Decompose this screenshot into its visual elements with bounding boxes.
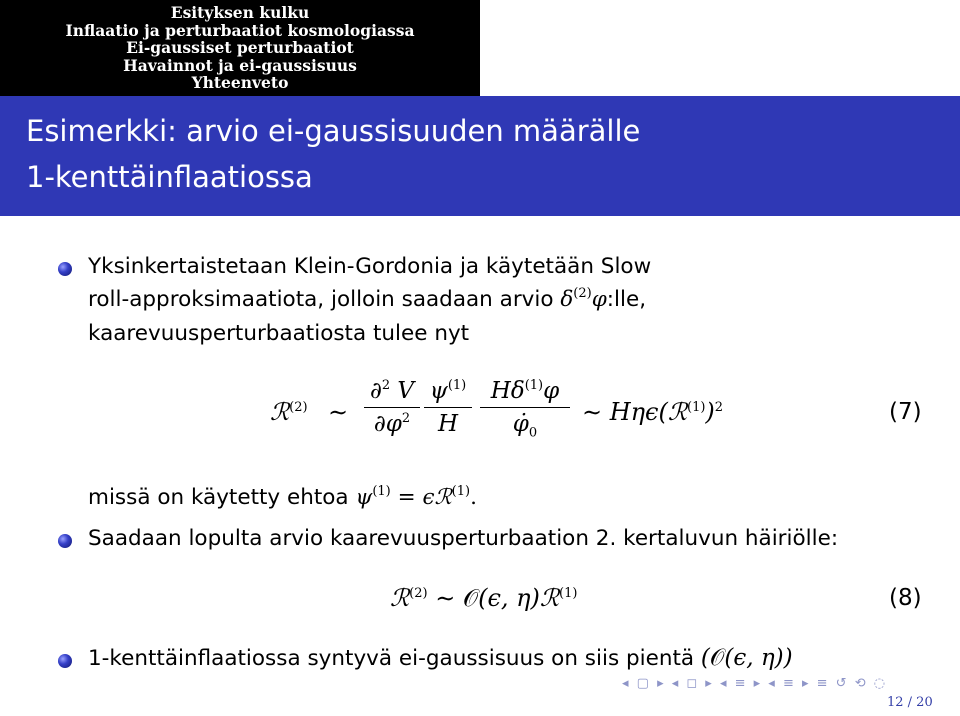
bullet-2-text: Saadaan lopulta arvio kaarevuusperturbaation 2. kertaluvun häiriölle:: [88, 526, 839, 551]
bullet-icon: [58, 654, 72, 668]
bullet-3-formula: (𝒪(ϵ, η)): [700, 645, 793, 671]
equation-7-number: (7): [889, 399, 922, 425]
eq8-formula: ℛ$^{(2)}$ ∼ 𝒪(ϵ, η)ℛ$^{(1)}$: [390, 584, 578, 612]
frame-title-bar: [0, 96, 960, 216]
section-link-1[interactable]: Esityksen kulku: [170, 3, 310, 22]
bullet-1-condition: missä on käytetty ehtoa $\psi^{(1)}$ = ϵℛ$^{(1)}$.: [88, 484, 477, 510]
equation-8-number: (8): [889, 585, 922, 611]
bullet-1-line-2-suffix: :lle,: [606, 287, 647, 312]
navigation-blank-panel: [480, 0, 960, 96]
bullet-3-text: 1-kenttäinflaatiossa syntyvä ei-gaussisuus on siis pientä: [88, 646, 701, 671]
bullet-icon: [58, 262, 72, 276]
page-number: 12 / 20: [887, 695, 933, 710]
section-list: [0, 4, 480, 92]
eq7-rhs: ∼ Hηϵ(ℛ$^{(1)}$)$^2$: [582, 398, 724, 426]
section-link-5[interactable]: Yhteenveto: [191, 73, 289, 92]
frame-title-line-1: Esimerkki: arvio ei-gaussisuuden määrälle: [26, 114, 641, 148]
section-link-4[interactable]: Havainnot ja ei-gaussisuus: [123, 55, 357, 75]
section-link-2[interactable]: Inflaatio ja perturbaatiot kosmologiassa: [65, 20, 415, 40]
condition-formula: $\psi^{(1)}$ = ϵℛ$^{(1)}$: [355, 484, 471, 510]
bullet-1-line-3: kaarevuusperturbaatiosta tulee nyt: [88, 321, 470, 346]
bullet-1-line-2-text: roll-approksimaatiota, jolloin saadaan arvio: [88, 287, 561, 312]
bullet-1-condition-text: missä on käytetty ehtoa: [88, 485, 356, 510]
delta2-phi-symbol: $\delta^{(2)}\varphi$: [560, 286, 607, 312]
eq7-fraction-1: ∂$^2$ V $\partial\varphi^2$: [364, 378, 420, 437]
bullet-1-line-2: [88, 284, 646, 315]
eq7-lhs: ℛ$^{(2)}$: [270, 398, 308, 426]
frame-title-line-2: 1-kenttäinflaatiossa: [26, 160, 313, 194]
beamer-navigation-icons[interactable]: ◂ ▢ ▸ ◂ ◻ ▸ ◂ ≡ ▸ ◂ ≡ ▸ ≡ ↺ ⟲ ◌: [622, 676, 888, 691]
bullet-3-line: [88, 643, 793, 674]
eq7-fraction-3: $H\delta^{(1)}\varphi$ $\varphi̇_0$: [480, 378, 570, 437]
eq7-sim-1: ∼: [328, 398, 349, 426]
bullet-1-line-1: Yksinkertaistetaan Klein-Gordonia ja käytetään Slow: [88, 254, 652, 279]
eq7-fraction-2: $\psi^{(1)}$ H: [424, 378, 472, 437]
bullet-icon: [58, 534, 72, 548]
section-navigation-bar: [0, 0, 960, 96]
section-link-3[interactable]: Ei-gaussiset perturbaatiot: [126, 38, 354, 57]
